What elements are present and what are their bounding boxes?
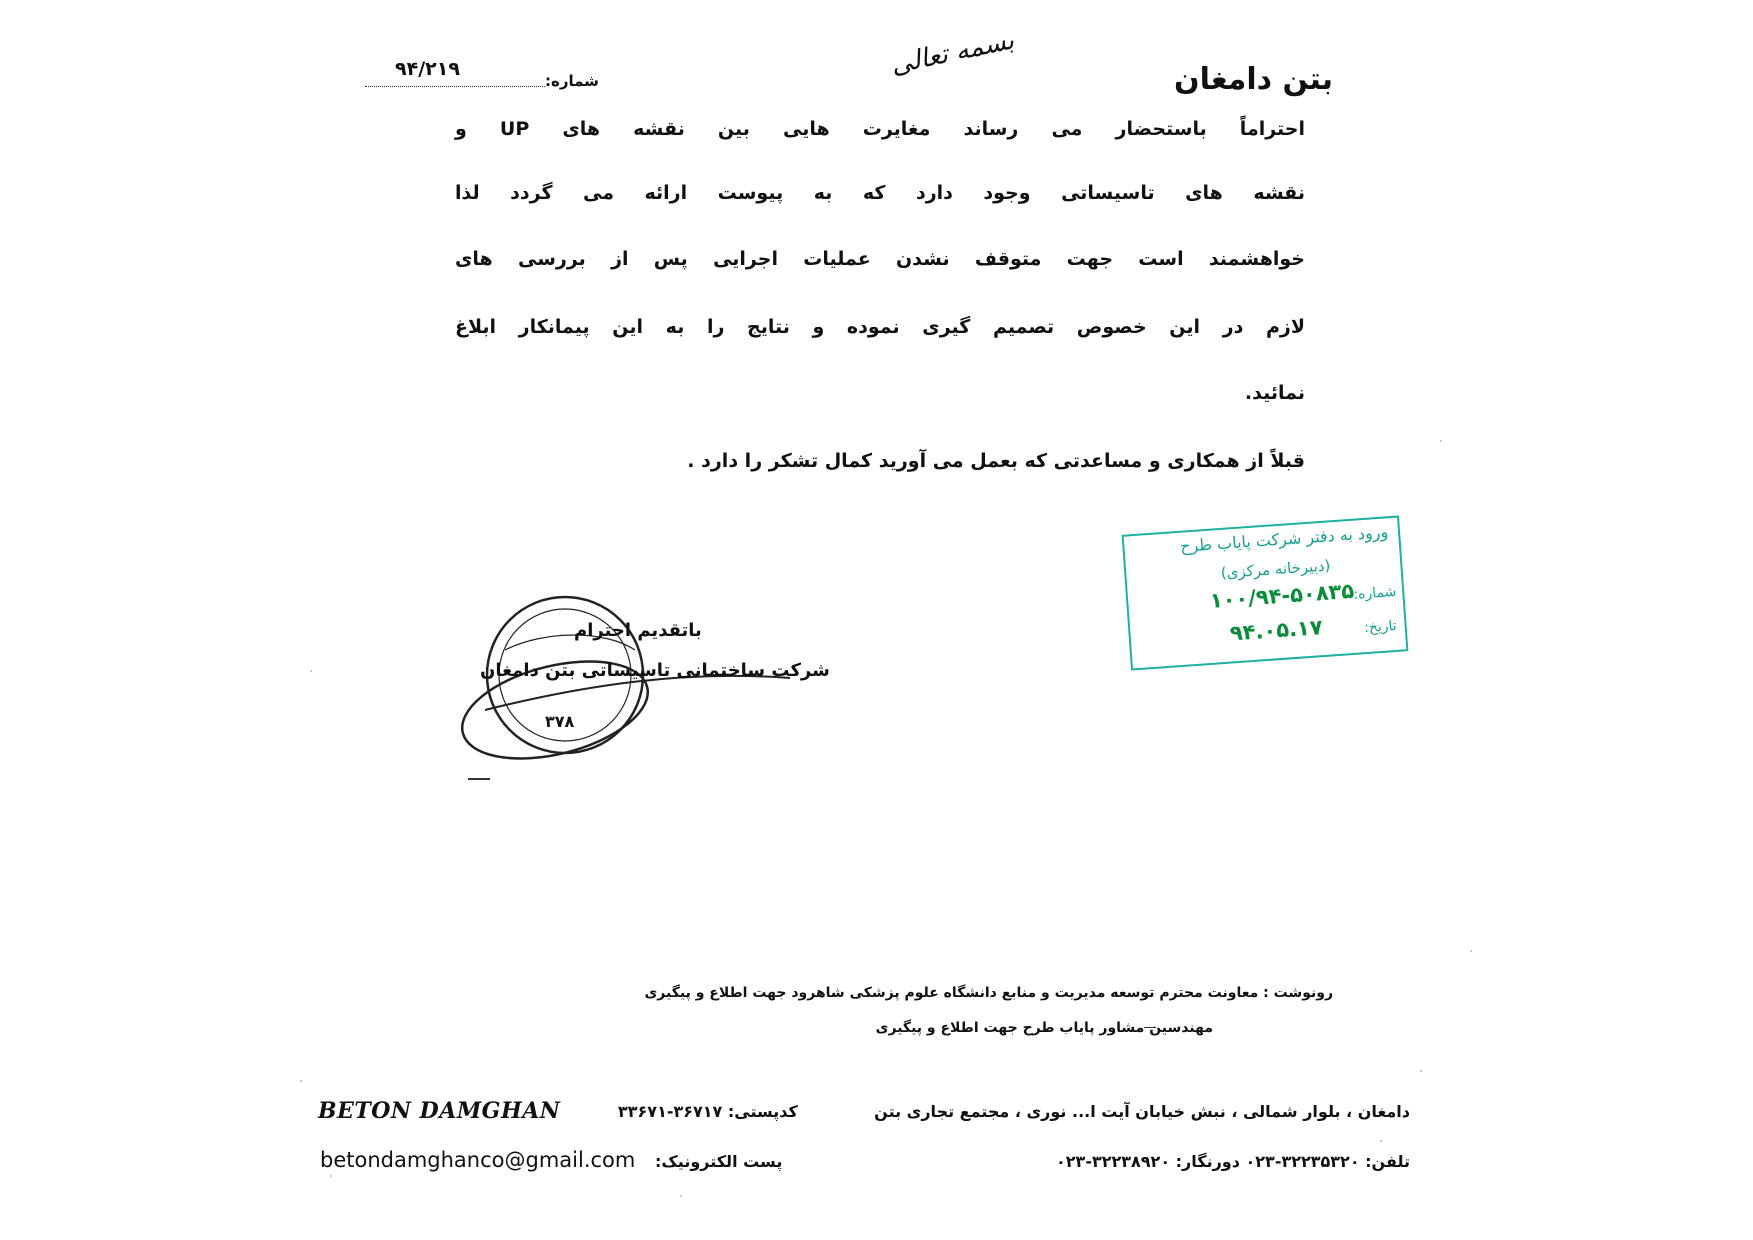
footer-phone-fax: تلفن: ۳۲۲۳۵۳۲۰-۰۲۳ دورنگار: ۳۲۲۳۸۹۲۰-۰۲۳ [1056,1152,1410,1171]
cc-line-1: رونوشت : معاونت محترم توسعه مدیریت و منابع دانشگاه علوم پزشکی شاهرود جهت اطلاع و پیگیری [644,985,1333,1001]
receipt-date: ۹۴.۰۵.۱۷ [1229,615,1324,646]
body-line-4: لازم در این خصوص تصمیم گیری نموده و نتایج را به این پیمانکار ابلاغ [455,316,1305,338]
number-underline [365,86,545,87]
body-line-1: احتراماً باستحضار می رساند مغایرت هایی بین نقشه های UP و [455,118,1305,140]
bismillah: بسمه تعالی [888,25,1017,81]
footer-postal-code: کدپستی: ۳۶۷۱۷-۳۳۶۷۱ [618,1102,798,1121]
body-line-5: نمائید. [1244,382,1305,404]
thanks-line: قبلاً از همکاری و مساعدتی که بعمل می آورید کمال تشکر را دارد . [687,450,1305,472]
receipt-number-label: شماره: [1352,583,1397,603]
footer-address: دامغان ، بلوار شمالی ، نبش خیابان آیت ا... نوری ، مجتمع تجاری بتن [874,1102,1410,1121]
regards-text: باتقدیم احترام [574,620,702,641]
footer-email-label: پست الکترونیک: [655,1152,783,1171]
letter-number: ۹۴/۲۱۹ [395,58,460,80]
body-line-2: نقشه های تاسیساتی وجود دارد که به پیوست ارائه می گردد لذا [455,182,1305,204]
seal-number: ۳۷۸ [545,712,575,731]
signature-company: شرکت ساختمانی تاسیساتی بتن دامغان [480,660,830,681]
receipt-date-label: تاریخ: [1363,617,1398,637]
receipt-stamp [1122,515,1409,670]
divider [468,778,490,780]
receipt-title: ورود به دفتر شرکت پایاب طرح [1179,522,1389,556]
body-line-3: خواهشمند است جهت متوقف نشدن عملیات اجرایی پس از بررسی های [455,248,1305,270]
number-label: شماره: [545,72,599,90]
footer-brand: BETON DAMGHAN [318,1098,561,1124]
company-letterhead: بتن دامغان [1173,62,1333,97]
receipt-subtitle: (دبیرخانه مرکزی) [1220,556,1331,583]
footer-email[interactable]: betondamghanco@gmail.com [320,1148,636,1172]
cc-line-2: مهندسین مشاور پایاب طرح جهت اطلاع و پیگیری [875,1020,1213,1036]
receipt-number: ۱۰۰/۹۴-۵۰۸۳۵ [1209,578,1355,613]
